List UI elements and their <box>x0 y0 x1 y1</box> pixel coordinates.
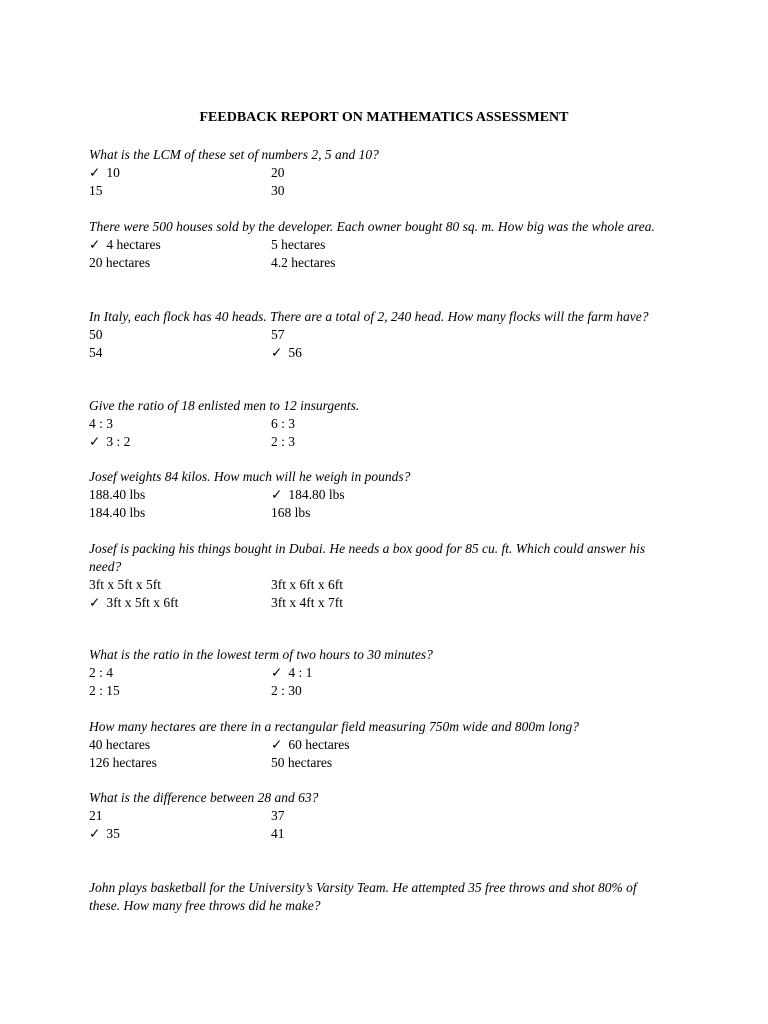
option-row <box>89 486 669 504</box>
question-text: In Italy, each flock has 40 heads. There are a total of 2, 240 head. How many flocks will the farm have? <box>89 309 649 324</box>
answer-option: 20 <box>271 165 285 180</box>
question-block <box>89 540 669 612</box>
check-mark-icon: ✓ <box>89 826 101 841</box>
option-row <box>89 164 669 182</box>
question-text: What is the difference between 28 and 63? <box>89 790 319 805</box>
question-block <box>89 146 669 200</box>
option-row <box>89 344 669 362</box>
answer-option: 50 <box>89 327 103 342</box>
check-mark-icon: ✓ <box>271 737 283 752</box>
answer-option: 3ft x 5ft x 5ft <box>89 577 161 592</box>
option-row <box>89 664 669 682</box>
option-row <box>89 254 669 272</box>
question-text: John plays basketball for the University’s Varsity Team. He attempted 35 free throws and shot 80% of these. How many free throws did he make? <box>89 880 637 913</box>
option-row <box>89 415 669 433</box>
option-row <box>89 326 669 344</box>
answer-option: ✓ 4 : 1 <box>271 665 313 680</box>
answer-option: 30 <box>271 183 285 198</box>
answer-option: 168 lbs <box>271 505 311 520</box>
answer-option: ✓ 4 hectares <box>89 237 161 252</box>
question-block <box>89 718 669 772</box>
answer-option: 5 hectares <box>271 237 326 252</box>
question-text: What is the LCM of these set of numbers 2, 5 and 10? <box>89 147 379 162</box>
answer-option: 37 <box>271 808 285 823</box>
question-block <box>89 789 669 843</box>
answer-option: 15 <box>89 183 103 198</box>
question-text: Josef weights 84 kilos. How much will he weigh in pounds? <box>89 469 411 484</box>
option-row <box>89 504 669 522</box>
check-mark-icon: ✓ <box>89 595 101 610</box>
option-row <box>89 754 669 772</box>
question-block <box>89 646 669 700</box>
report-title: FEEDBACK REPORT ON MATHEMATICS ASSESSMENT <box>199 110 569 125</box>
answer-option: ✓ 56 <box>271 345 302 360</box>
check-mark-icon: ✓ <box>89 434 101 449</box>
answer-option: ✓ 3ft x 5ft x 6ft <box>89 595 179 610</box>
answer-option: 2 : 3 <box>271 434 296 449</box>
option-row <box>89 433 669 451</box>
check-mark-icon: ✓ <box>271 665 283 680</box>
check-mark-icon: ✓ <box>89 237 101 252</box>
answer-option: 126 hectares <box>89 755 157 770</box>
check-mark-icon: ✓ <box>271 345 283 360</box>
answer-option: 40 hectares <box>89 737 151 752</box>
answer-option: 184.40 lbs <box>89 505 146 520</box>
option-row <box>89 594 669 612</box>
answer-option: 50 hectares <box>271 755 333 770</box>
question-text: Give the ratio of 18 enlisted men to 12 insurgents. <box>89 398 360 413</box>
question-text: There were 500 houses sold by the developer. Each owner bought 80 sq. m. How big was the whole area. <box>89 219 655 234</box>
question-block <box>89 397 669 451</box>
answer-option: ✓ 35 <box>89 826 120 841</box>
answer-option: ✓ 3 : 2 <box>89 434 131 449</box>
check-mark-icon: ✓ <box>89 165 101 180</box>
question-text: Josef is packing his things bought in Dubai. He needs a box good for 85 cu. ft. Which could answer his need? <box>89 541 646 574</box>
answer-option: 41 <box>271 826 285 841</box>
option-row <box>89 825 669 843</box>
question-block <box>89 879 669 915</box>
answer-option: 20 hectares <box>89 255 151 270</box>
answer-option: 2 : 4 <box>89 665 114 680</box>
question-block <box>89 218 669 272</box>
question-block <box>89 468 669 522</box>
answer-option: 3ft x 6ft x 6ft <box>271 577 343 592</box>
answer-option: 3ft x 4ft x 7ft <box>271 595 343 610</box>
answer-option: ✓ 10 <box>89 165 120 180</box>
question-block <box>89 308 669 362</box>
answer-option: ✓ 184.80 lbs <box>271 487 345 502</box>
answer-option: 54 <box>89 345 103 360</box>
answer-option: 21 <box>89 808 103 823</box>
answer-option: 2 : 15 <box>89 683 120 698</box>
option-row <box>89 236 669 254</box>
answer-option: 4 : 3 <box>89 416 114 431</box>
option-row <box>89 576 669 594</box>
answer-option: 4.2 hectares <box>271 255 336 270</box>
question-text: How many hectares are there in a rectangular field measuring 750m wide and 800m long? <box>89 719 579 734</box>
check-mark-icon: ✓ <box>271 487 283 502</box>
option-row <box>89 736 669 754</box>
answer-option: 57 <box>271 327 285 342</box>
answer-option: 188.40 lbs <box>89 487 146 502</box>
question-text: What is the ratio in the lowest term of two hours to 30 minutes? <box>89 647 433 662</box>
option-row <box>89 182 669 200</box>
option-row <box>89 807 669 825</box>
answer-option: 2 : 30 <box>271 683 302 698</box>
answer-option: 6 : 3 <box>271 416 296 431</box>
answer-option: ✓ 60 hectares <box>271 737 350 752</box>
option-row <box>89 682 669 700</box>
